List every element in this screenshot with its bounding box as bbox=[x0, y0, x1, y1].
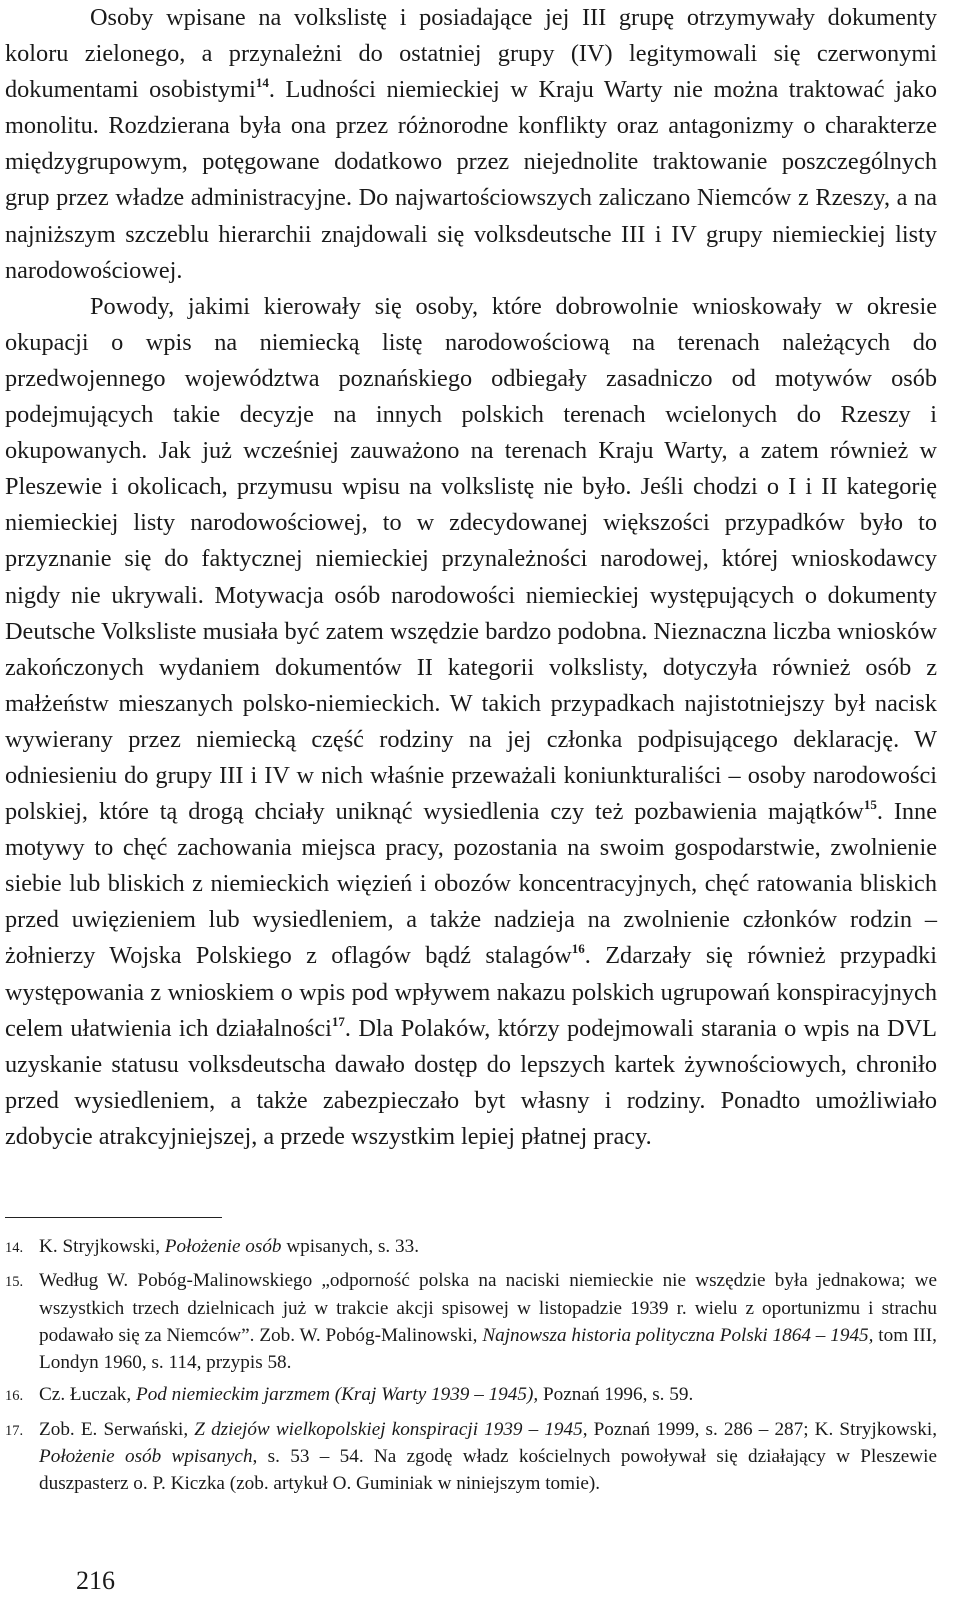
footnote-text-part: Zob. E. Serwański, bbox=[39, 1418, 195, 1440]
footnote-ref-14[interactable]: 14 bbox=[255, 75, 269, 91]
footnote-text-part: Według W. Pobóg-Malinowskiego „odporność polska na naciski niemieckie nie wszędzie była jednakowa; we wszystkich trzech dzielnicach już w trakcie akcji spisowej w listopadzie 1939 r. wielu z oportunizmu i strachu podawało się za Niemców”. Zob. W. Pobóg-Malinowski, bbox=[39, 1270, 937, 1346]
footnote-title: Z dziejów wielkopolskiej konspiracji 1939 – 1945 bbox=[194, 1418, 583, 1440]
paragraph-2-text-b: . Inne motywy to chęć zachowania miejsca pracy, pozostania na swoim gospodarstwie, zwolnienie siebie lub bliskich z niemieckich więzień i obozów koncentracyjnych, chęć ratowania bliskich przed uwięzieniem lub wysiedleniem, a także nadzieja na zwolnienie członków rodzin – żołnierzy Wojska Polskiego z oflagów bądź stalagów bbox=[5, 798, 937, 970]
footnote-number: 17. bbox=[5, 1422, 24, 1439]
footnote-17 bbox=[5, 1416, 937, 1498]
page-number: 216 bbox=[76, 1566, 115, 1595]
footnote-number: 16. bbox=[5, 1388, 24, 1405]
footnote-15 bbox=[5, 1267, 937, 1376]
footnotes bbox=[5, 1233, 937, 1503]
footnote-text bbox=[39, 1233, 937, 1262]
footnote-title: Położenie osób wpisanych bbox=[39, 1446, 253, 1468]
footnote-16 bbox=[5, 1381, 937, 1410]
footnote-text-part: K. Stryjkowski, bbox=[39, 1236, 165, 1257]
footnote-text-part: wpisanych, s. 33. bbox=[281, 1236, 420, 1257]
footnote-title: Położenie osób bbox=[164, 1236, 282, 1257]
footnote-text-part: Poznań 1996, s. 59. bbox=[538, 1384, 694, 1406]
paragraph-2-text-d: . Dla Polaków, którzy podejmowali starania o wpis na DVL uzyskanie statusu volksdeutscha dawało dostęp do lepszych kartek żywnościowych, chroniło przed wysiedleniem, a także zabezpieczało byt własny i rodziny. Ponadto umożliwiało zdobycie atrakcyjniejszej, a przede wszystkim lepiej płatnej pracy. bbox=[5, 1014, 937, 1150]
footnote-ref-16[interactable]: 16 bbox=[571, 941, 585, 957]
footnote-ref-15[interactable]: 15 bbox=[863, 796, 877, 812]
footnote-text bbox=[39, 1416, 937, 1498]
paragraph-1-text-a: Osoby wpisane na volkslistę i posiadające jej III grupę otrzymywały dokumenty koloru zielonego, a przynależni do ostatniej grupy (IV) legitymowali się czerwonymi dokumentami osobistymi bbox=[5, 4, 937, 104]
footnote-text-part: tom III, Londyn 1960, s. 114, przypis 58. bbox=[39, 1324, 937, 1374]
footnote-separator bbox=[5, 1217, 222, 1218]
paragraph-2-text-c: . Zdarzały się również przypadki występowania z wnioskiem o wpis pod wpływem nakazu polskich ugrupowań konspiracyjnych celem ułatwienia ich działalności bbox=[5, 942, 937, 1042]
footnote-text-part: Cz. Łuczak, bbox=[39, 1384, 136, 1406]
paragraph-1 bbox=[5, 0, 937, 289]
footnote-title: Pod niemieckim jarzmem (Kraj Warty 1939 – 1945), bbox=[135, 1384, 539, 1406]
footnote-number: 14. bbox=[5, 1240, 24, 1256]
footnote-text-part: , s. 53 – 54. Na zgodę władz kościelnych powoływał się działający w Pleszewie duszpasterz o. P. Kiczka (zob. artykuł O. Guminiak w niniejszym tomie). bbox=[39, 1446, 937, 1495]
footnote-ref-17[interactable]: 17 bbox=[331, 1013, 345, 1029]
footnote-text bbox=[39, 1381, 937, 1410]
footnote-number: 15. bbox=[5, 1274, 24, 1291]
footnote-14 bbox=[5, 1233, 937, 1262]
footnote-title: Najnowsza historia polityczna Polski 1864 – 1945, bbox=[482, 1324, 874, 1346]
footnote-text bbox=[39, 1267, 937, 1376]
main-text bbox=[5, 0, 937, 1155]
paragraph-2 bbox=[5, 289, 937, 1155]
paragraph-2-text-a: Powody, jakimi kierowały się osoby, które dobrowolnie wnioskowały w okresie okupacji o wpis na niemiecką listę narodowościową na terenach należących do przedwojennego województwa poznańskiego odbiegały zasadniczo od motywów osób podejmujących takie decyzje na innych polskich terenach wcielonych do Rzeszy i okupowanych. Jak już wcześniej zauważono na terenach Kraju Warty, a zatem również w Pleszewie i okolicach, przymusu wpisu na volkslistę nie było. Jeśli chodzi o I i II kategorię niemieckiej listy narodowościowej, to w zdecydowanej większości przypadków było to przyznanie się do faktycznej niemieckiej przynależności narodowej, której wnioskodawcy nigdy nie ukrywali. Motywacja osób narodowości niemieckiej występujących o dokumenty Deutsche Volksliste musiała być zatem wszędzie bardzo podobna. Nieznaczna liczba wniosków zakończonych wydaniem dokumentów II kategorii volkslisty, dotyczyła również osób z małżeństw mieszanych polsko-niemieckich. W takich przypadkach najistotniejszy był nacisk wywierany przez niemiecką część rodziny na jej członka podpisującego deklarację. W odniesieniu do grupy III i IV w nich właśnie przeważali koniunkturaliści – osoby narodowości polskiej, które tą drogą chciały uniknąć wysiedlenia czy też pozbawienia majątków bbox=[5, 292, 937, 826]
paragraph-1-text-b: . Ludności niemieckiej w Kraju Warty nie można traktować jako monolitu. Rozdzierana była ona przez różnorodne konflikty oraz antagonizmy o charakterze międzygrupowym, potęgowane dodatkowo przez niejednolite traktowanie poszczególnych grup przez władze administracyjne. Do najwartościowszych zaliczano Niemców z Rzeszy, a na najniższym szczeblu hierarchii znajdowali się volksdeutsche III i IV grupy niemieckiej listy narodowościowej. bbox=[5, 76, 937, 284]
footnote-text-part: , Poznań 1999, s. 286 – 287; K. Stryjkowski, bbox=[582, 1418, 937, 1440]
